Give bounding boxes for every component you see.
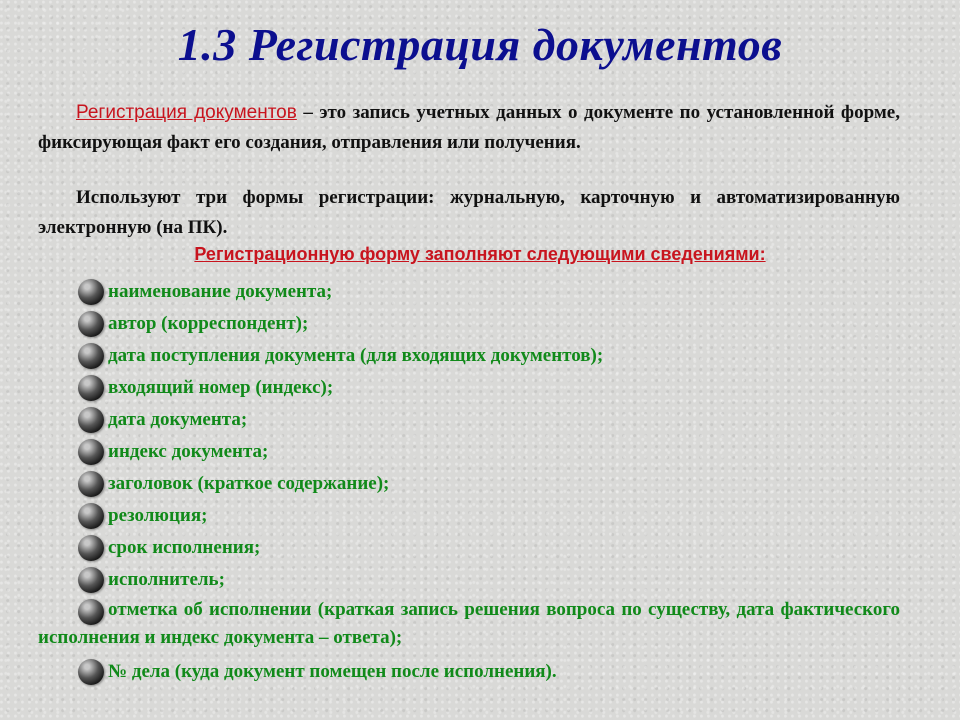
bullet-icon xyxy=(78,279,104,305)
bullet-icon xyxy=(78,567,104,593)
forms-paragraph xyxy=(38,183,900,243)
definition-term: Регистрация документов xyxy=(76,102,297,123)
list-item: индекс документа; xyxy=(38,436,900,468)
list-item: исполнитель; xyxy=(38,564,900,596)
bullet-icon xyxy=(78,407,104,433)
list-item: дата документа; xyxy=(38,404,900,436)
list-item: резолюция; xyxy=(38,500,900,532)
bullet-icon xyxy=(78,471,104,497)
list-item: наименование документа; xyxy=(38,276,900,308)
forms-text: Используют три формы регистрации: журнальную, карточную и автоматизированную электронную (на ПК). xyxy=(38,187,900,238)
bullet-icon xyxy=(78,439,104,465)
list-item: срок исполнения; xyxy=(38,532,900,564)
bullet-icon xyxy=(78,503,104,529)
bullet-icon xyxy=(78,343,104,369)
list-item: заголовок (краткое содержание); xyxy=(38,468,900,500)
list-item: автор (корреспондент); xyxy=(38,308,900,340)
definition-paragraph xyxy=(38,98,900,158)
list-item: входящий номер (индекс); xyxy=(38,372,900,404)
list-item: отметка об исполнении (краткая запись решения вопроса по существу, дата фактического исполнения и индекс документа – ответа); xyxy=(38,599,900,648)
bullet-icon xyxy=(78,599,104,625)
list-item: дата поступления документа (для входящих документов); xyxy=(38,340,900,372)
list-subheading: Регистрационную форму заполняют следующими сведениями: xyxy=(194,244,766,264)
bullet-icon xyxy=(78,659,104,685)
requisites-list xyxy=(38,276,900,688)
slide-title: 1.3 Регистрация документов xyxy=(177,19,783,70)
list-item: № дела (куда документ помещен после исполнения). xyxy=(38,656,900,688)
bullet-icon xyxy=(78,375,104,401)
bullet-icon xyxy=(78,311,104,337)
definition-text: – это запись учетных данных о документе по установленной форме, фиксирующая факт его создания, отправления или получения. xyxy=(38,102,900,153)
bullet-icon xyxy=(78,535,104,561)
